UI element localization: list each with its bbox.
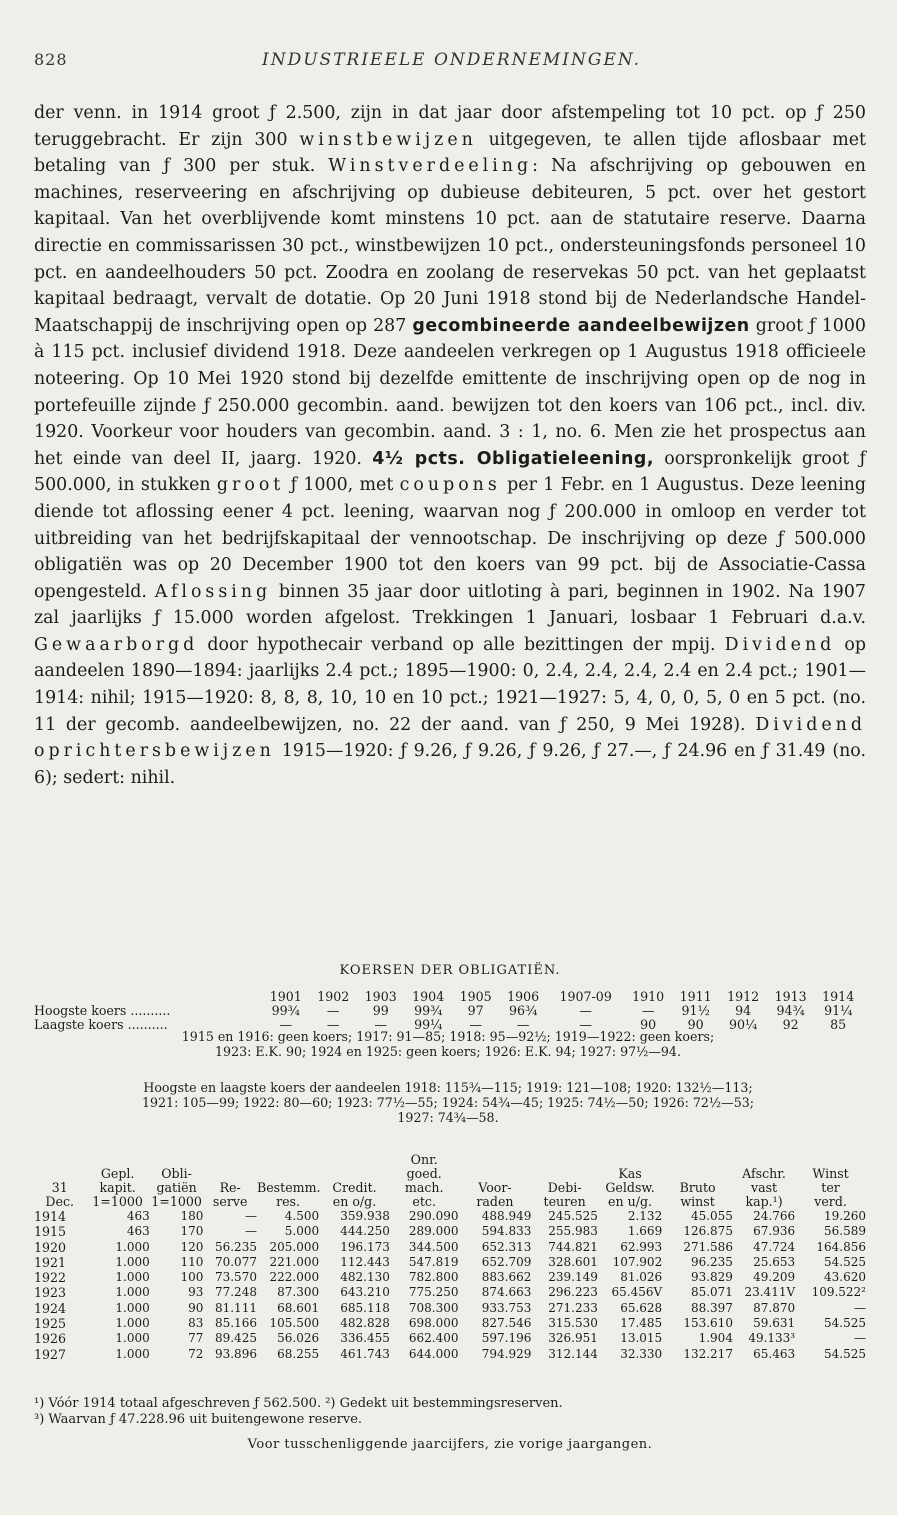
financial-rows	[34, 1209, 866, 1362]
value-cell: 4.500	[284, 1209, 320, 1223]
value-cell: 77	[188, 1331, 204, 1346]
footnotes	[34, 1396, 866, 1428]
value-cell: 13.015	[620, 1331, 663, 1346]
value-cell: 644.000	[408, 1346, 459, 1361]
value-cell: 87.870	[753, 1300, 796, 1315]
note-line: 1915 en 1916: geen koers; 1917: 91—85; 1918: 95—92½; 1919—1922: geen koers;	[181, 1029, 715, 1044]
value-cell: 488.949	[481, 1209, 532, 1223]
col-header: Obli- gatiën 1=1000	[151, 1166, 202, 1209]
value-cell: 1.000	[115, 1254, 150, 1269]
value-cell: 87.300	[277, 1285, 320, 1300]
value-cell: 97	[467, 1003, 484, 1018]
year-cell: 1923	[34, 1285, 67, 1301]
header-row	[34, 1153, 866, 1209]
value-cell: 90	[188, 1300, 204, 1315]
text-run: der venn. in 1914 groot ƒ 2.500, zijn in dat jaar door afstempeling tot 10 pct. op ƒ 250 teruggebracht. Er zijn 300	[34, 103, 866, 150]
spaced-term: winstbewijzen	[299, 129, 477, 150]
value-cell: 794.929	[481, 1346, 532, 1361]
text-run: 1915—1920: ƒ 9.26, ƒ 9.26, ƒ 9.26, ƒ 27.—, ƒ 24.96 en ƒ 31.49 (no. 6); sedert: nihil.	[34, 741, 866, 788]
note-line: Hoogste en laagste koers der aandeelen 1918: 115¾—115; 1919: 121—108; 1920: 132½—113;	[143, 1080, 753, 1095]
footnote: ³) Waarvan ƒ 47.228.96 uit buitengewone reserve.	[34, 1412, 363, 1427]
value-cell: 271.233	[548, 1300, 598, 1315]
value-cell: 99¾	[271, 1003, 300, 1018]
year-cell: 1901	[269, 989, 302, 1004]
col-header: Afschr. vast kap.¹)	[742, 1166, 786, 1209]
year-cell: 1903	[364, 989, 397, 1004]
value-cell: —	[244, 1209, 257, 1223]
value-cell: 89.425	[214, 1331, 257, 1346]
value-cell: 120	[180, 1239, 204, 1254]
financial-table	[34, 1153, 866, 1362]
value-cell: —	[469, 1017, 482, 1032]
value-cell: 93.896	[214, 1346, 257, 1361]
col-header: Credit. en o/g.	[332, 1180, 377, 1209]
spaced-term: Dividend	[724, 634, 836, 655]
spaced-term: Dividend oprichtersbewijzen	[34, 714, 866, 762]
col-header: Onr. goed. mach. etc.	[404, 1152, 444, 1209]
value-cell: 73.570	[214, 1270, 257, 1285]
value-cell: 180	[180, 1209, 204, 1223]
year-cell: 1904	[412, 989, 445, 1004]
year-cell: 1927	[34, 1346, 67, 1362]
year-cell: 1913	[774, 989, 807, 1004]
year-cell: 1922	[34, 1270, 67, 1286]
value-cell: 662.400	[408, 1331, 459, 1346]
value-cell: 594.833	[481, 1224, 532, 1239]
value-cell: 170	[180, 1224, 204, 1239]
value-cell: 344.500	[408, 1239, 459, 1254]
value-cell: 88.397	[690, 1300, 733, 1315]
value-cell: 271.586	[683, 1239, 733, 1254]
value-cell: 62.993	[620, 1239, 663, 1254]
value-cell: 164.856	[816, 1239, 866, 1254]
value-cell: 107.902	[612, 1254, 663, 1269]
value-cell: 461.743	[340, 1346, 390, 1361]
value-cell: 205.000	[269, 1239, 320, 1254]
value-cell: 54.525	[824, 1316, 866, 1331]
value-cell: 32.330	[620, 1346, 663, 1361]
value-cell: 708.300	[408, 1300, 459, 1315]
value-cell: 289.000	[408, 1224, 459, 1239]
note-line: 1927: 74¾—58.	[397, 1110, 499, 1125]
spaced-term: Winstverdeeling	[328, 156, 533, 177]
value-cell: 482.828	[340, 1316, 390, 1331]
value-cell: 81.026	[620, 1270, 663, 1285]
obligations-table	[34, 990, 862, 1032]
value-cell: 222.000	[269, 1270, 320, 1285]
footnote: ¹) Vóór 1914 totaal afgeschreven ƒ 562.500. ²) Gedekt uit bestemmingsreserven.	[34, 1396, 563, 1411]
value-cell: 65.463	[753, 1346, 796, 1361]
year-cell: 1925	[34, 1316, 67, 1332]
value-cell: 45.055	[690, 1209, 733, 1223]
value-cell: 652.709	[481, 1254, 532, 1269]
value-cell: 96.235	[690, 1254, 733, 1269]
col-header: Debi- teuren	[543, 1180, 586, 1209]
value-cell: 81.111	[214, 1300, 257, 1315]
value-cell: 744.821	[548, 1239, 598, 1254]
value-cell: 70.077	[214, 1254, 257, 1269]
table-row	[34, 1224, 866, 1239]
value-cell: —	[854, 1300, 866, 1315]
col-header: Kas Geldsw. en u/g.	[605, 1166, 655, 1209]
text-run: uitgegeven, te allen tijde aflosbaar met betaling van ƒ 300 per stuk.	[34, 129, 866, 177]
year-cell: 1915	[34, 1224, 67, 1240]
value-cell: 463	[126, 1224, 150, 1239]
value-cell: 1.904	[698, 1331, 733, 1346]
text-run: op aandeelen 1890—1894: jaarlijks 2.4 pct.; 1895—1900: 0, 2.4, 2.4, 2.4, 2.4 en 2.4 pct.; 1901—1914: nihil; 1915—1920: 8, 8, 8, 10, 10 en 10 pct.; 1921—1927: 5, 4, 0, 0, 5, 0 en 5 pct. (no. 11 der gecomb. aandeelbewijzen, no. 22 der aand. van ƒ 250, 9 Mei 1928).	[34, 634, 866, 735]
value-cell: —	[244, 1224, 257, 1239]
value-cell: 68.255	[277, 1346, 320, 1361]
value-cell: 328.601	[548, 1254, 598, 1269]
text-run: per 1 Febr. en 1 Augustus. Deze leening diende tot aflossing eener 4 pct. leening, waarvan nog ƒ 200.000 in omloop en verder tot uitbreiding van het bedrijfskapitaal der vennootschap. De inschrijving op deze ƒ 500.000 obligatiën was op 20 December 1900 tot den koers van 99 pct. bij de Associatie-Cassa opengesteld.	[34, 475, 866, 602]
value-cell: 1.000	[115, 1346, 150, 1361]
value-cell: 49.133³	[748, 1331, 796, 1346]
value-cell: 56.026	[277, 1331, 320, 1346]
year-cell: 1907-09	[559, 989, 612, 1004]
value-cell: 23.411V	[744, 1285, 796, 1300]
value-cell: 93.829	[690, 1270, 733, 1285]
row-label: Laagste koers ..........	[34, 1017, 168, 1032]
col-header: Gepl. kapit. 1=1000	[92, 1166, 143, 1209]
bold-term: 4½ pcts. Obligatieleening,	[372, 448, 654, 469]
year-cell: 1906	[507, 989, 540, 1004]
value-cell: 126.875	[683, 1224, 733, 1239]
value-cell: 326.951	[548, 1331, 598, 1346]
text-run: : Na afschrijving op gebouwen en machines, reserveering en afschrijving op dubieuse debiteuren, 5 pct. over het gestort kapitaal. Van het overblijvende komt minstens 10 pct. aan de statutaire reserve. Daarna directie en commissarissen 30 pct., winstbewijzen 10 pct., ondersteuningsfonds personeel 10 pct. en aandeelhouders 50 pct. Zoodra en zoolang de reservekas 50 pct. van het geplaatst kapitaal bedraagt, vervalt de dotatie. Op 20 Juni 1918 stond bij de Nederlandsche Handel-Maatschappij de inschrijving open op 287	[34, 156, 866, 336]
value-cell: 444.250	[340, 1224, 390, 1239]
value-cell: 92	[782, 1017, 799, 1032]
value-cell: 65.628	[620, 1300, 663, 1315]
page-number: 828	[34, 50, 68, 69]
year-cell: 1910	[632, 989, 665, 1004]
obligations-notes	[34, 1029, 862, 1059]
table-row	[34, 1301, 866, 1316]
col-header: Bruto winst	[679, 1180, 716, 1209]
value-cell: 5.000	[284, 1224, 320, 1239]
value-cell: 54.525	[824, 1254, 866, 1269]
value-cell: 775.250	[408, 1285, 459, 1300]
paragraph	[34, 100, 866, 791]
value-cell: 1.000	[115, 1300, 150, 1315]
value-cell: 109.522²	[811, 1285, 866, 1300]
value-cell: 77.248	[214, 1285, 257, 1300]
note-line: 1923: E.K. 90; 1924 en 1925: geen koers; 1926: E.K. 94; 1927: 97½—94.	[215, 1044, 681, 1059]
value-cell: —	[579, 1017, 592, 1032]
value-cell: 336.455	[340, 1331, 390, 1346]
year-cell: 1912	[727, 989, 760, 1004]
value-cell: 782.800	[408, 1270, 459, 1285]
year-cell: 1921	[34, 1254, 67, 1270]
value-cell: 24.766	[753, 1209, 796, 1223]
value-cell: 43.620	[824, 1270, 866, 1285]
year-cell: 1905	[459, 989, 492, 1004]
value-cell: 2.132	[627, 1209, 663, 1223]
value-cell: —	[579, 1003, 592, 1018]
row-label: Hoogste koers ..........	[34, 1003, 171, 1018]
obligations-title: KOERSEN DER OBLIGATIËN.	[339, 963, 561, 978]
value-cell: 1.669	[627, 1224, 663, 1239]
table-row	[34, 1331, 866, 1346]
value-cell: 49.209	[753, 1270, 796, 1285]
value-cell: 85	[830, 1017, 847, 1032]
spaced-term: coupons	[399, 475, 501, 496]
year-cell: 1914	[822, 989, 855, 1004]
value-cell: 463	[126, 1209, 150, 1223]
col-header: Re- serve	[212, 1180, 248, 1209]
value-cell: 90	[640, 1017, 657, 1032]
value-cell: 99¾	[414, 1003, 443, 1018]
text-run: door hypothecair verband op alle bezittingen der mpij.	[198, 634, 725, 655]
value-cell: 72	[188, 1346, 204, 1361]
value-cell: 1.000	[115, 1316, 150, 1331]
value-cell: —	[854, 1331, 866, 1346]
value-cell: 1.000	[115, 1331, 150, 1346]
value-cell: 56.589	[824, 1224, 866, 1239]
value-cell: —	[326, 1017, 340, 1032]
spaced-term: groot	[216, 475, 285, 496]
page-header	[34, 50, 863, 80]
empty-cell	[34, 990, 262, 1004]
table-row	[34, 1347, 866, 1362]
value-cell: 685.118	[340, 1300, 390, 1315]
note-line: 1921: 105—99; 1922: 80—60; 1923: 77½—55; 1924: 54¾—45; 1925: 74½—50; 1926: 72½—53;	[142, 1095, 754, 1110]
text-run: ƒ 1000, met	[284, 475, 400, 496]
value-cell: 132.217	[683, 1346, 733, 1361]
year-cell: 1914	[34, 1209, 67, 1224]
value-cell: 68.601	[277, 1300, 320, 1315]
value-cell: 112.443	[340, 1254, 390, 1269]
value-cell: 290.090	[408, 1209, 459, 1223]
value-cell: 93	[188, 1285, 204, 1300]
value-cell: 83	[188, 1316, 204, 1331]
value-cell: 67.936	[753, 1224, 796, 1239]
running-title: INDUSTRIEELE ONDERNEMINGEN.	[262, 50, 642, 70]
value-cell: 482.130	[340, 1270, 390, 1285]
table-row	[34, 1270, 866, 1285]
table-row	[34, 1285, 866, 1300]
value-cell: 90	[687, 1017, 704, 1032]
value-cell: 56.235	[214, 1239, 257, 1254]
value-cell: 1.000	[115, 1270, 150, 1285]
value-cell: 221.000	[269, 1254, 320, 1269]
text-run: groot ƒ 1000 à 115 pct. inclusief dividend 1918. Deze aandeelen verkregen op 1 Augustus 1918 officieele noteering. Op 10 Mei 1920 stond bij dezelfde emittente de inschrijving open op de nog in portefeuille zijnde ƒ 250.000 gecombin. aand. bewijzen tot den koers van 106 pct., incl. div. 1920. Voorkeur voor houders van gecombin. aand. 3 : 1, no. 6. Men zie het prospectus aan het einde van deel II, jaarg. 1920.	[34, 315, 866, 469]
value-cell: 99¼	[414, 1017, 443, 1032]
year-cell: 1920	[34, 1239, 67, 1255]
value-cell: 47.724	[753, 1239, 796, 1254]
value-cell: 25.653	[753, 1254, 796, 1269]
value-cell: 110	[180, 1254, 204, 1269]
value-cell: 698.000	[408, 1316, 459, 1331]
value-cell: 100	[180, 1270, 204, 1285]
value-cell: 99	[372, 1003, 389, 1018]
closing-note: Voor tusschenliggende jaarcijfers, zie vorige jaargangen.	[247, 1437, 653, 1452]
bold-term: gecombineerde aandeelbewijzen	[412, 315, 750, 336]
value-cell: 359.938	[340, 1209, 390, 1223]
year-cell: 1926	[34, 1331, 67, 1347]
value-cell: 91¼	[824, 1003, 853, 1018]
value-cell: 296.223	[548, 1285, 598, 1300]
value-cell: 19.260	[824, 1209, 866, 1223]
value-cell: 196.173	[340, 1239, 390, 1254]
value-cell: 96¾	[509, 1003, 538, 1018]
value-cell: 105.500	[269, 1316, 320, 1331]
value-cell: 65.456V	[611, 1285, 663, 1300]
table-row	[34, 1209, 866, 1224]
table-row	[34, 1316, 866, 1331]
main-paragraph	[34, 100, 866, 791]
year-cell: 1911	[679, 989, 712, 1004]
value-cell: 85.071	[690, 1285, 733, 1300]
value-cell: 643.210	[340, 1285, 390, 1300]
value-cell: 255.983	[548, 1224, 598, 1239]
value-cell: 17.485	[620, 1316, 663, 1331]
col-header: Voor- raden	[476, 1180, 514, 1209]
table-row	[34, 1240, 866, 1255]
value-cell: 315.530	[548, 1316, 598, 1331]
value-cell: 652.313	[481, 1239, 532, 1254]
spaced-term: Gewaarborgd	[34, 634, 199, 655]
value-cell: 91½	[681, 1003, 710, 1018]
value-cell: 547.819	[408, 1254, 459, 1269]
value-cell: 1.000	[115, 1285, 150, 1300]
value-cell: 94	[735, 1003, 752, 1018]
year-row	[34, 990, 862, 1004]
share-price-notes	[34, 1080, 862, 1125]
value-cell: 827.546	[481, 1316, 532, 1331]
text-run: binnen 35 jaar door uitloting à pari, beginnen in 1902. Na 1907 zal jaarlijks ƒ 15.000 worden afgelost. Trekkingen 1 Januari, losbaar 1 Februari d.a.v.	[34, 581, 867, 629]
value-cell: 933.753	[481, 1300, 532, 1315]
value-cell: 312.144	[548, 1346, 598, 1361]
value-cell: —	[516, 1017, 530, 1032]
value-cell: 90¼	[729, 1017, 758, 1032]
value-cell: 94¾	[776, 1003, 805, 1018]
text-run: oorspronkelijk groot ƒ 500.000, in stukken	[34, 448, 866, 496]
value-cell: 85.166	[214, 1316, 257, 1331]
value-cell: —	[279, 1017, 293, 1032]
table-row	[34, 1255, 866, 1270]
value-cell: 59.631	[753, 1316, 796, 1331]
value-cell: —	[326, 1003, 340, 1018]
value-cell: —	[374, 1017, 387, 1032]
value-cell: 245.525	[548, 1209, 598, 1223]
high-row	[34, 1004, 862, 1018]
value-cell: —	[641, 1003, 655, 1018]
col-header: Bestemm. res.	[256, 1180, 321, 1209]
year-cell: 1902	[317, 989, 350, 1004]
value-cell: 1.000	[115, 1239, 150, 1254]
year-cell: 1924	[34, 1300, 67, 1316]
spaced-term: Aflossing	[154, 581, 272, 602]
value-cell: 239.149	[548, 1270, 598, 1285]
col-header: 31 Dec.	[45, 1180, 75, 1209]
value-cell: 597.196	[481, 1331, 532, 1346]
value-cell: 883.662	[481, 1270, 532, 1285]
value-cell: 874.663	[481, 1285, 532, 1300]
value-cell: 54.525	[824, 1346, 866, 1361]
value-cell: 153.610	[683, 1316, 733, 1331]
col-header: Winst ter verd.	[812, 1166, 849, 1209]
